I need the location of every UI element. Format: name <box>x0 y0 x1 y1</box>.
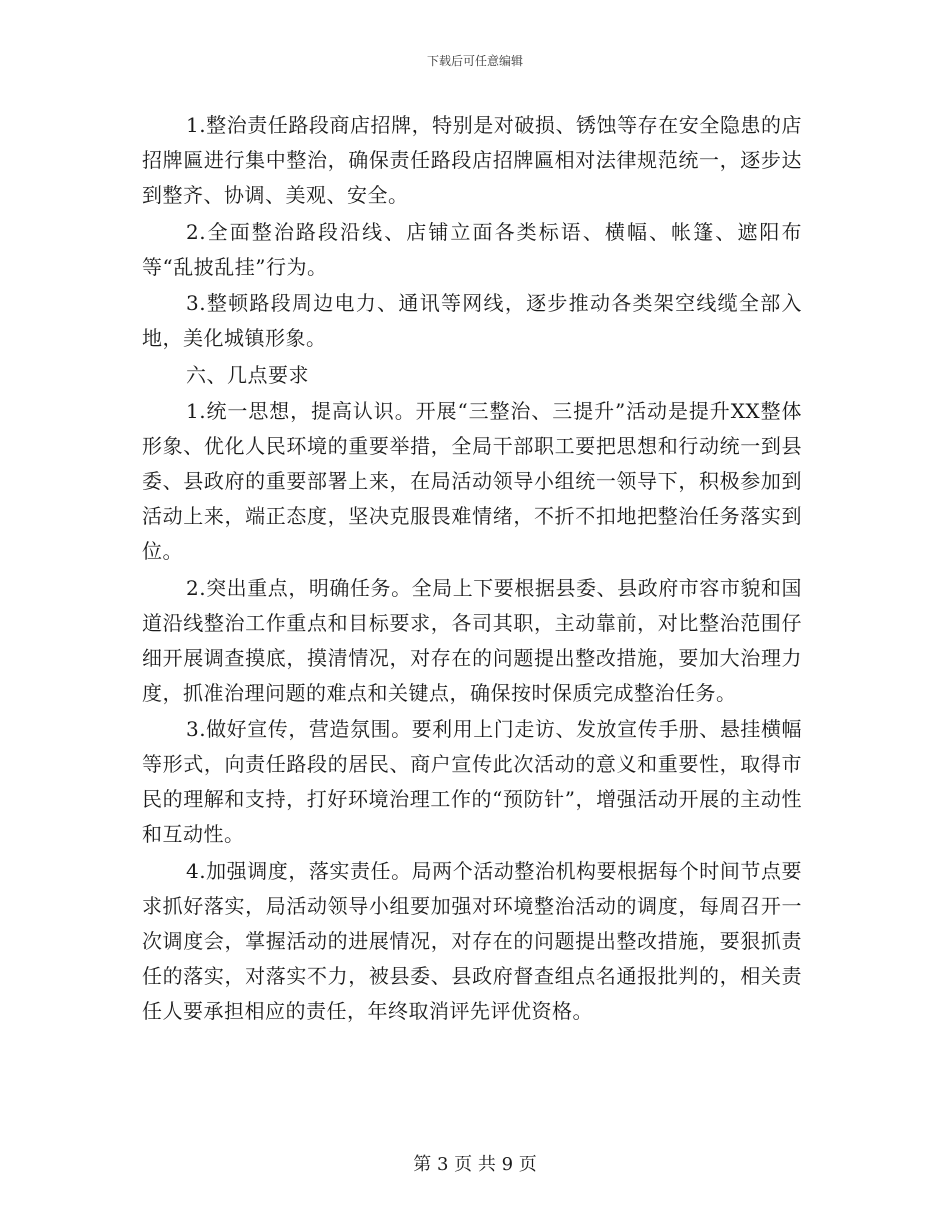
page-number: 第 3 页 共 9 页 <box>413 1154 537 1175</box>
paragraph-item-1: 1.整治责任路段商店招牌，特别是对破损、锈蚀等存在安全隐患的店招牌匾进行集中整治，确保责任路段店招牌匾相对法律规范统一，逐步达到整齐、协调、美观、安全。 <box>142 113 802 207</box>
requirement-paragraph-3: 3.做好宣传，营造氛围。要利用上门走访、发放宣传手册、悬挂横幅等形式，向责任路段的居民、商户宣传此次活动的意义和重要性，取得市民的理解和支持，打好环境治理工作的“预防针”，增强活动开展的主动性和互动性。 <box>142 717 802 846</box>
paragraph-item-3: 3.整顿路段周边电力、通讯等网线，逐步推动各类架空线缆全部入地，美化城镇形象。 <box>142 291 802 350</box>
requirement-paragraph-2: 2.突出重点，明确任务。全局上下要根据县委、县政府市容市貌和国道沿线整治工作重点和目标要求，各司其职，主动靠前，对比整治范围仔细开展调查摸底，摸清情况，对存在的问题提出整改措施，要加大治理力度，抓准治理问题的难点和关键点，确保按时保质完成整治任务。 <box>142 575 802 705</box>
page-header: 下载后可任意编辑 <box>426 54 523 68</box>
document-body <box>142 108 802 1030</box>
requirement-paragraph-4: 4.加强调度，落实责任。局两个活动整治机构要根据每个时间节点要求抓好落实，局活动领导小组要加强对环境整治活动的调度，每周召开一次调度会，掌握活动的进展情况，对存在的问题提出整改措施，要狠抓责任的落实，对落实不力，被县委、县政府督查组点名通报批判的，相关责任人要承担相应的责任，年终取消评先评优资格。 <box>142 858 802 1023</box>
paragraph-item-2: 2.全面整治路段沿线、店铺立面各类标语、横幅、帐篷、遮阳布等“乱披乱挂”行为。 <box>142 219 802 279</box>
section-heading: 六、几点要求 <box>186 362 309 387</box>
requirement-paragraph-1: 1.统一思想，提高认识。开展“三整治、三提升”活动是提升XX整体形象、优化人民环境的重要举措，全局干部职工要把思想和行动统一到县委、县政府的重要部署上来，在局活动领导小组统一领导下，积极参加到活动上来，端正态度，坚决克服畏难情绪，不折不扣地把整治任务落实到位。 <box>142 399 802 563</box>
